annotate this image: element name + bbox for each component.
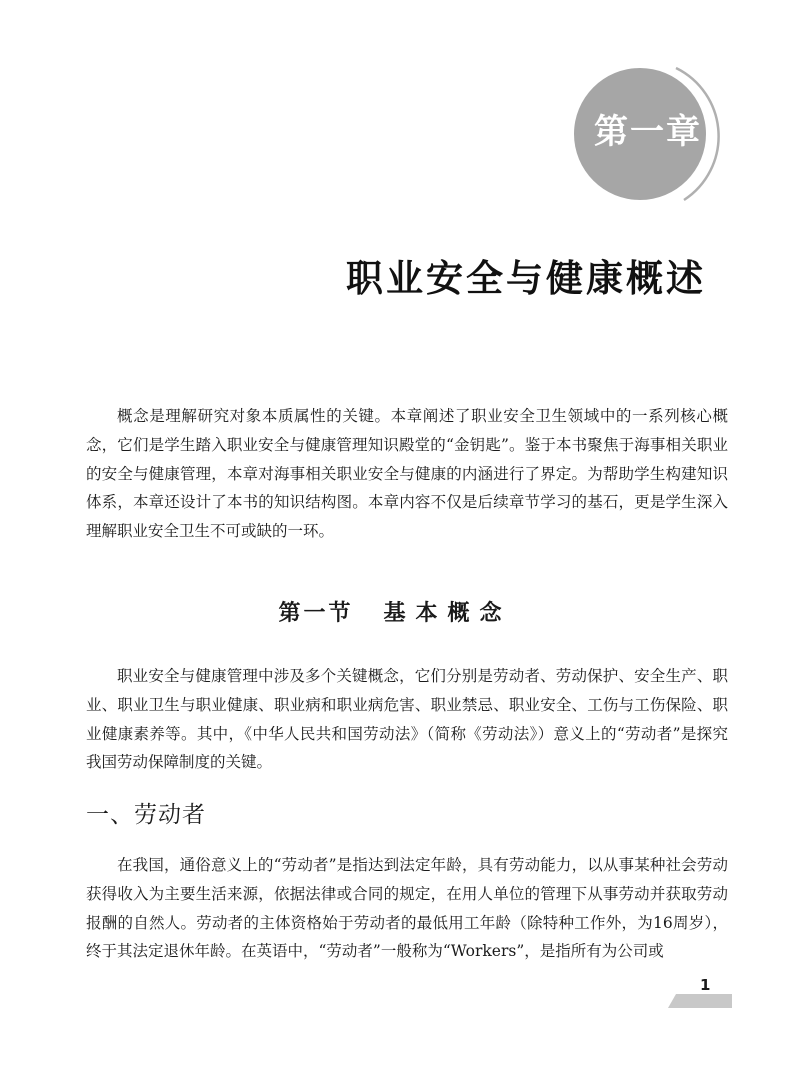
chapter-badge: [572, 64, 722, 214]
chapter-title: 职业安全与健康概述: [346, 257, 706, 300]
section-heading: [0, 596, 790, 627]
section-paragraph: 职业安全与健康管理中涉及多个关键概念，它们分别是劳动者、劳动保护、安全生产、职业、职业卫生与职业健康、职业病和职业病危害、职业禁忌、职业安全、工伤与工伤保险、职业健康素养等。其中，《中华人民共和国劳动法》（简称《劳动法》）意义上的“劳动者”是探究我国劳动保障制度的关键。: [86, 667, 728, 772]
subsection-heading: 一、劳动者: [86, 802, 206, 828]
subsection-paragraph: 在我国，通俗意义上的“劳动者”是指达到法定年龄，具有劳动能力，以从事某种社会劳动获得收入为主要生活来源，依据法律或合同的规定，在用人单位的管理下从事劳动并获取劳动报酬的自然人。劳动者的主体资格始于劳动者的最低用工年龄（除特种工作外，为16周岁），终于其法定退休年龄。在英语中，“劳动者”一般称为“Workers”，是指所有为公司或: [86, 856, 728, 961]
section-title: 基本概念: [383, 601, 512, 626]
page-tab-icon: [668, 994, 732, 1008]
section-number: 第一节: [278, 601, 354, 626]
page-number: 1: [700, 976, 711, 994]
chapter-label: 第一章: [594, 112, 702, 152]
intro-paragraph: 概念是理解研究对象本质属性的关键。本章阐述了职业安全卫生领域中的一系列核心概念，它们是学生踏入职业安全与健康管理知识殿堂的“金钥匙”。鉴于本书聚焦于海事相关职业的安全与健康管理，本章对海事相关职业安全与健康的内涵进行了界定。为帮助学生构建知识体系，本章还设计了本书的知识结构图。本章内容不仅是后续章节学习的基石，更是学生深入理解职业安全卫生不可或缺的一环。: [86, 407, 728, 541]
